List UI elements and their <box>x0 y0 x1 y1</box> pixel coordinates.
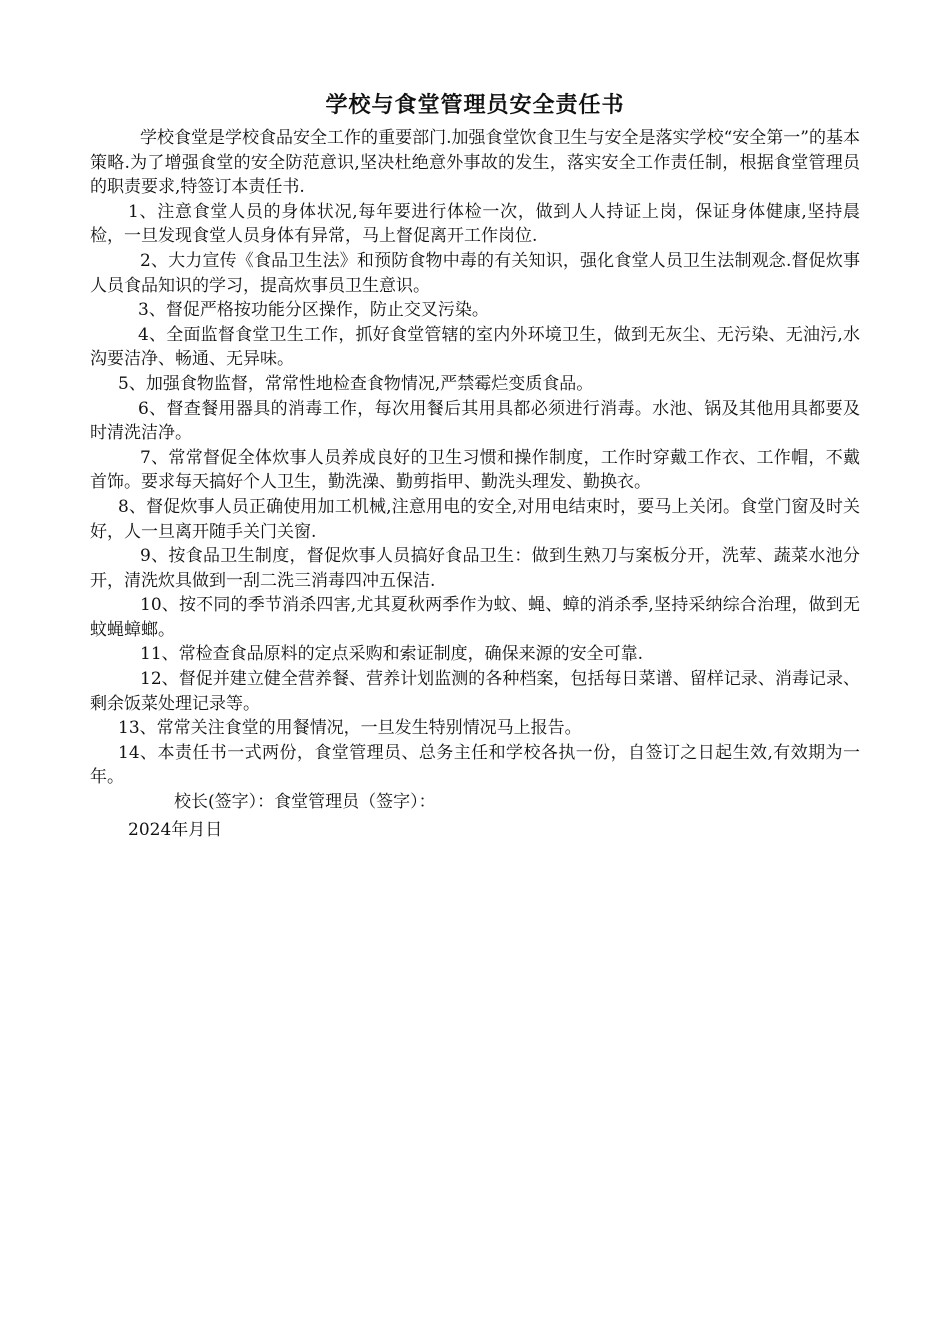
clause-9: 9、按食品卫生制度，督促炊事人员搞好食品卫生：做到生熟刀与案板分开，洗荤、蔬菜水池分开，清洗炊具做到一刮二洗三消毒四冲五保洁. <box>90 546 860 591</box>
clause-4: 4、全面监督食堂卫生工作，抓好食堂管辖的室内外环境卫生，做到无灰尘、无污染、无油污,水沟要洁净、畅通、无异味。 <box>90 324 860 370</box>
signature-line: 校长(签字）：食堂管理员（签字）： <box>174 792 436 813</box>
date-line: 2024年月日 <box>128 819 223 840</box>
clause-13: 13、常常关注食堂的用餐情况，一旦发生特别情况马上报告。 <box>118 718 582 739</box>
clause-1: 1、注意食堂人员的身体状况,每年要进行体检一次，做到人人持证上岗，保证身体健康,坚持晨检，一旦发现食堂人员身体有异常，马上督促离开工作岗位. <box>90 201 860 247</box>
clause-7: 7、常常督促全体炊事人员养成良好的卫生习惯和操作制度，工作时穿戴工作衣、工作帽，不戴首饰。要求每天搞好个人卫生，勤洗澡、勤剪指甲、勤洗头理发、勤换衣。 <box>90 447 860 493</box>
document-title: 学校与食堂管理员安全责任书 <box>325 92 625 118</box>
intro-paragraph: 学校食堂是学校食品安全工作的重要部门.加强食堂饮食卫生与安全是落实学校“安全第一”的基本策略.为了增强食堂的安全防范意识,坚决杜绝意外事故的发生，落实安全工作责任制，根据食堂管理员的职责要求,特签订本责任书. <box>90 128 860 198</box>
clause-14: 14、本责任书一式两份，食堂管理员、总务主任和学校各执一份，自签订之日起生效,有效期为一年。 <box>90 742 860 788</box>
clause-11: 11、常检查食品原料的定点采购和索证制度，确保来源的安全可靠. <box>140 644 644 665</box>
clause-6: 6、督查餐用器具的消毒工作，每次用餐后其用具都必须进行消毒。水池、锅及其他用具都要及时清洗洁净。 <box>90 398 860 444</box>
clause-12: 12、督促并建立健全营养餐、营养计划监测的各种档案，包括每日菜谱、留样记录、消毒记录、剩余饭菜处理记录等。 <box>90 669 860 714</box>
document-body <box>90 88 860 842</box>
clause-8: 8、督促炊事人员正确使用加工机械,注意用电的安全,对用电结束时，要马上关闭。食堂门窗及时关好，人一旦离开随手关门关窗. <box>90 496 860 542</box>
clause-2: 2、大力宣传《食品卫生法》和预防食物中毒的有关知识，强化食堂人员卫生法制观念.督促炊事人员食品知识的学习，提高炊事员卫生意识。 <box>90 250 860 296</box>
clause-10: 10、按不同的季节消杀四害,尤其夏秋两季作为蚊、蝇、蟑的消杀季,坚持采纳综合治理，做到无蚊蝇蟑螂。 <box>90 595 860 640</box>
clause-3: 3、督促严格按功能分区操作，防止交叉污染。 <box>138 300 489 321</box>
clause-5: 5、加强食物监督，常常性地检查食物情况,严禁霉烂变质食品。 <box>118 373 594 394</box>
